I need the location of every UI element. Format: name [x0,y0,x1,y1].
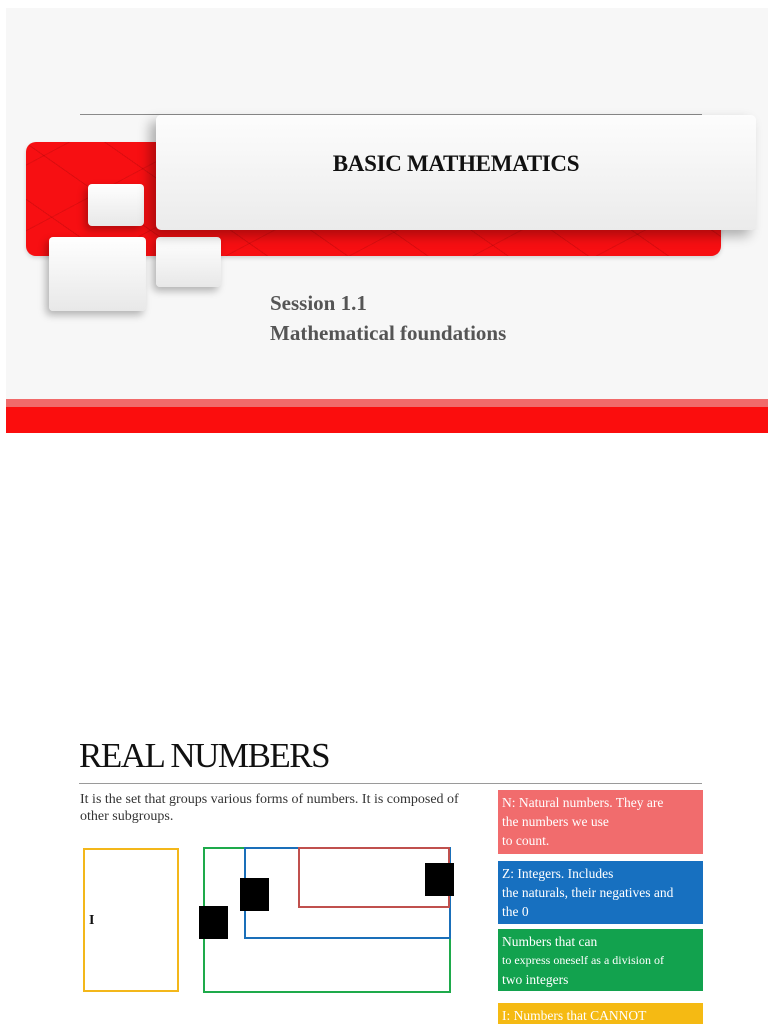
title-card [156,115,756,230]
natural-numbers-box [498,790,703,854]
irrational-set-box [83,848,179,992]
box-text: the naturals, their negatives and [502,885,674,900]
box-text: I: Numbers that CANNOT [502,1008,647,1023]
description: It is the set that groups various forms of numbers. It is composed of other subgroups. [80,792,459,824]
box-text: Z: Integers. Includes [502,866,614,881]
page-title: REAL NUMBERS [79,736,330,775]
box-text: to count. [502,833,550,848]
set-marker [425,863,454,896]
divider-line [79,783,702,784]
session-subtitle: Mathematical foundations [270,321,507,345]
session-number: Session 1.1 [270,291,367,315]
slide-title: BASIC MATHEMATICS [332,151,580,176]
box-text: Numbers that can [502,934,598,949]
box-text: the 0 [502,904,529,919]
accent-strip [6,399,768,407]
box-text: N: Natural numbers. They are [502,795,664,810]
set-marker [199,906,228,939]
decorative-tile [156,237,221,287]
box-text: the numbers we use [502,814,609,829]
box-text: to express oneself as a division of [502,953,664,967]
decorative-tile [49,237,146,311]
set-marker [240,878,269,911]
irrational-numbers-box [498,1003,703,1024]
footer-bar [6,407,768,433]
rational-numbers-box [498,929,703,991]
box-text: two integers [502,972,569,987]
irrational-label: I [89,913,95,928]
session-info [270,288,506,348]
decorative-tile [88,184,144,226]
title-slide [6,8,768,433]
integers-box [498,861,703,924]
